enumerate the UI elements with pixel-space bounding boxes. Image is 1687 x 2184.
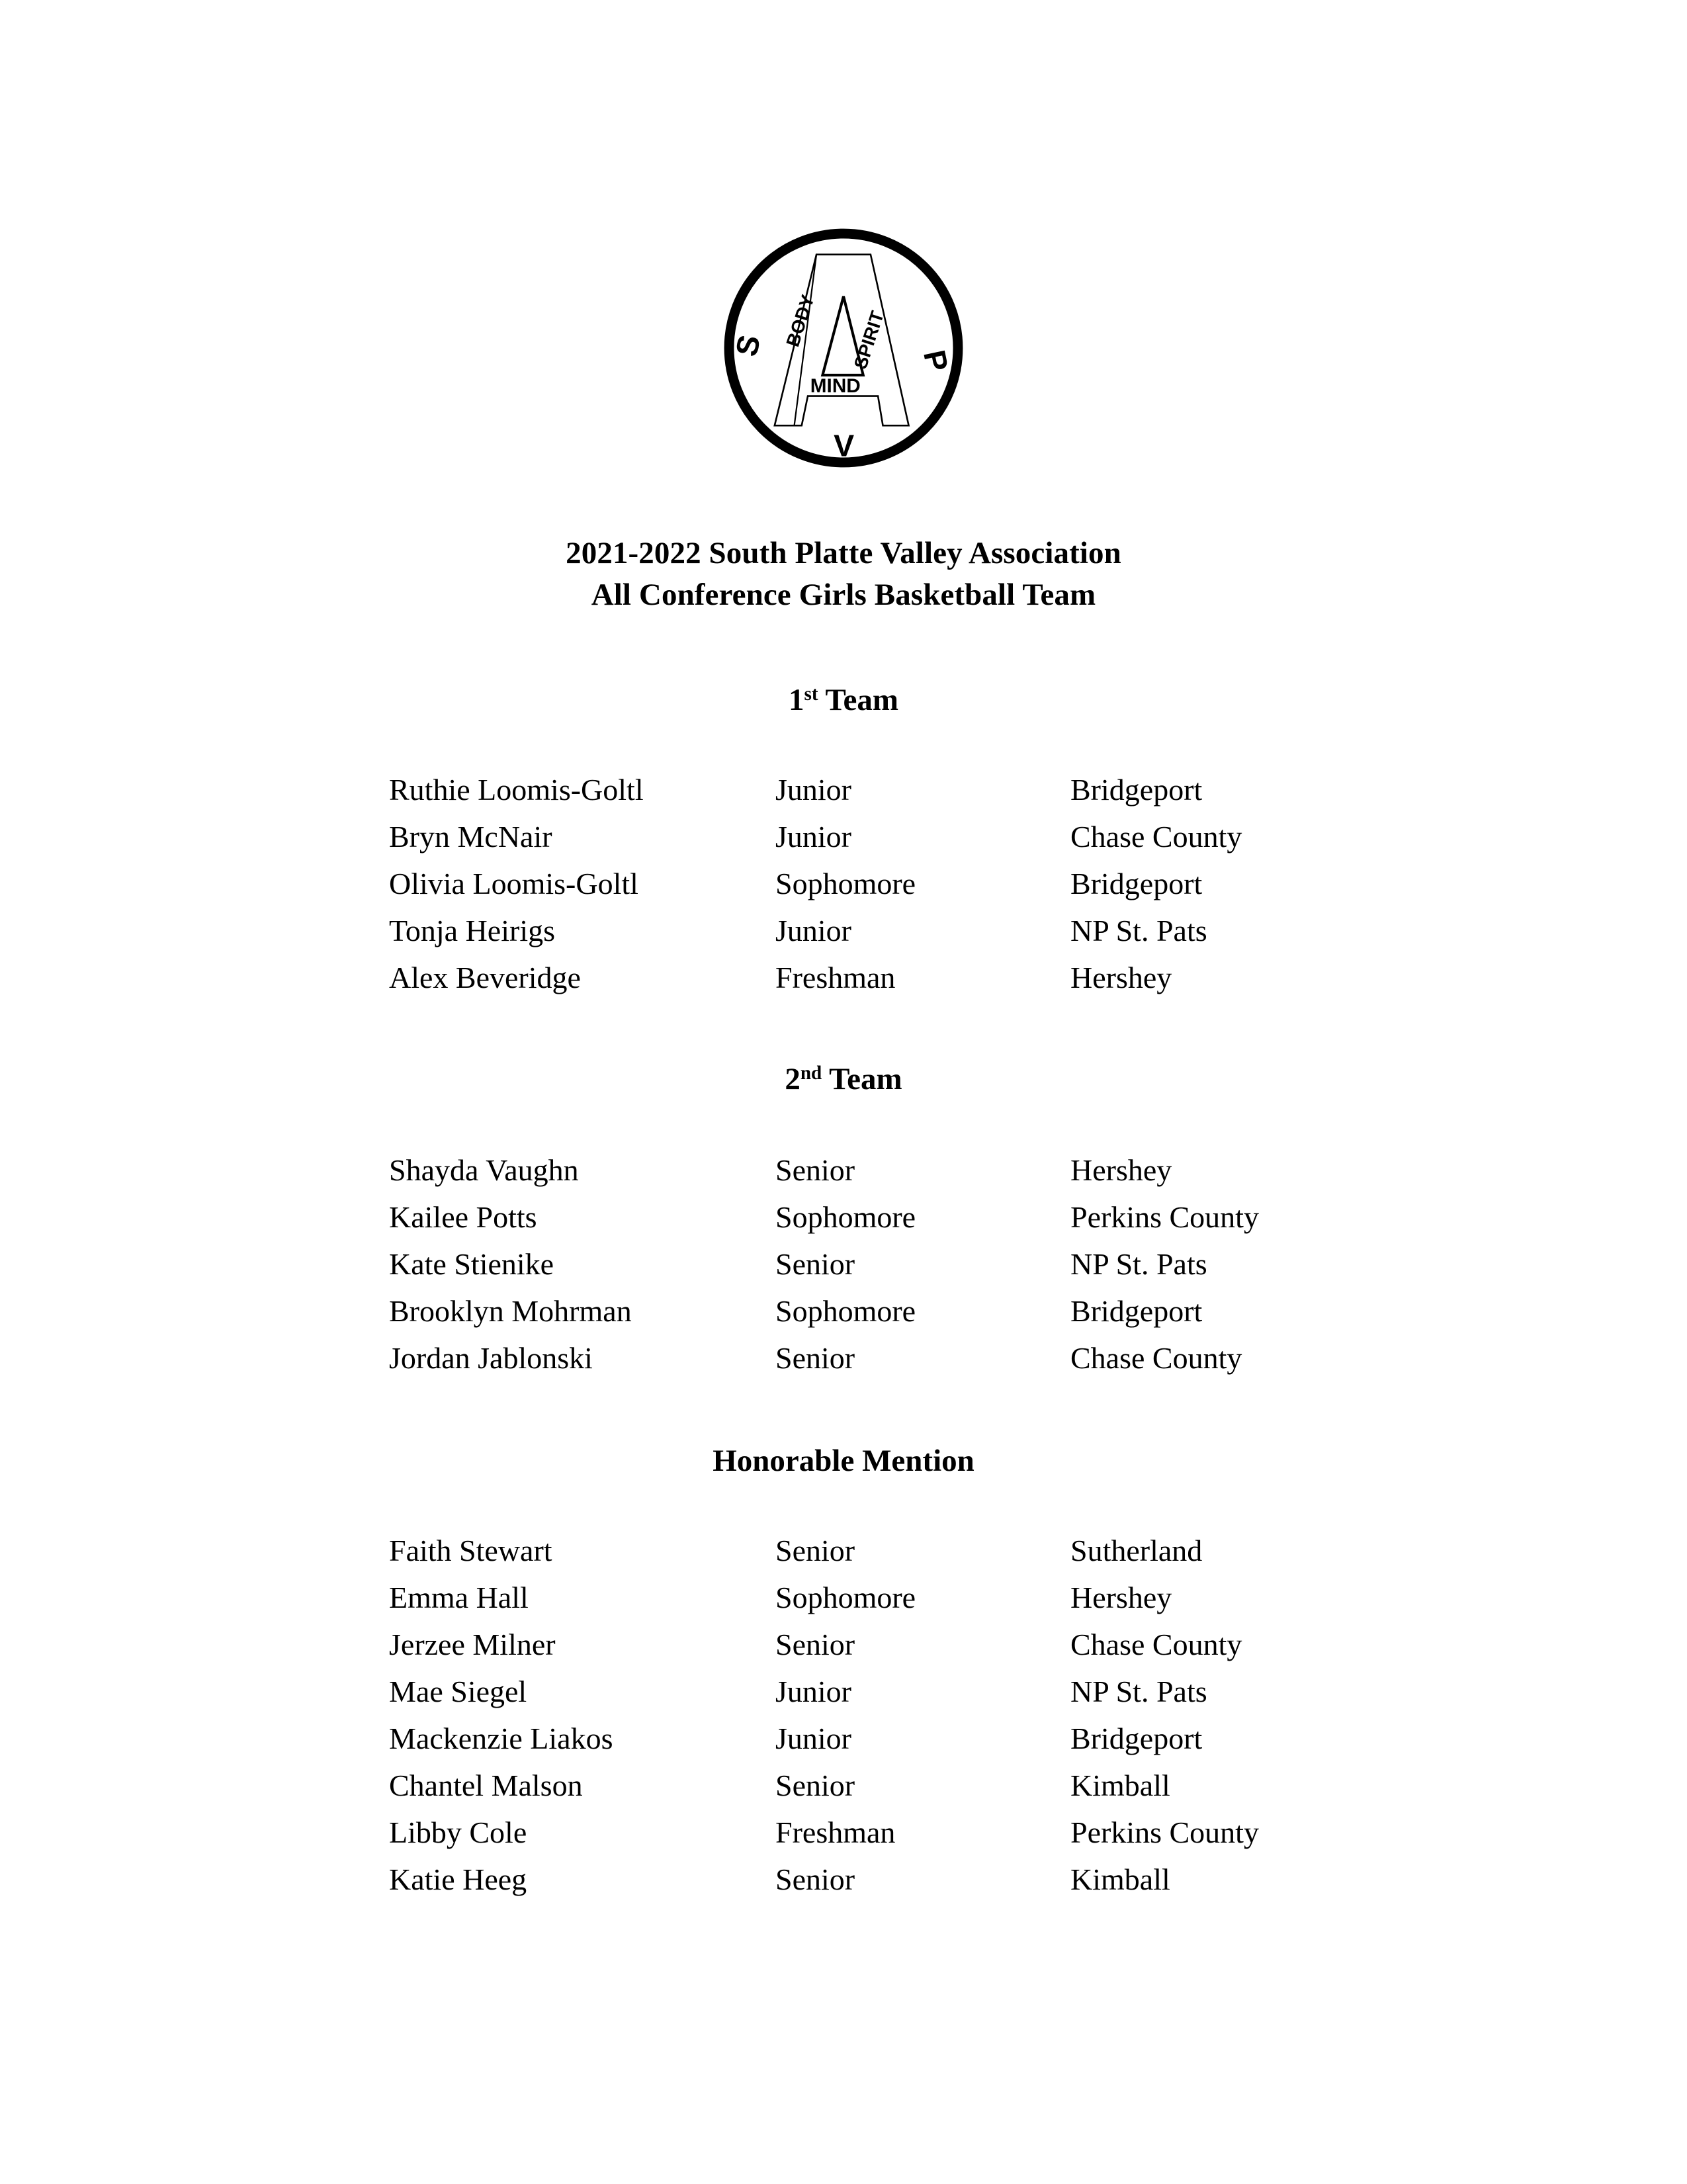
- player-class: Senior: [775, 1769, 855, 1802]
- svg-text:P: P: [917, 347, 955, 374]
- heading-number: 1: [789, 683, 804, 717]
- section-heading-second-team: [0, 1064, 1687, 1095]
- player-class: Junior: [775, 1722, 851, 1755]
- roster-row: [0, 1809, 1687, 1856]
- svg-text:S: S: [728, 331, 767, 359]
- player-name: Libby Cole: [389, 1815, 527, 1849]
- player-school: Bridgeport: [1070, 867, 1203, 900]
- page-title: [0, 533, 1687, 615]
- player-class: Senior: [775, 1153, 855, 1187]
- player-school: Chase County: [1070, 1628, 1242, 1661]
- player-name: Ruthie Loomis-Goltl: [389, 773, 644, 807]
- heading-suffix: Team: [822, 1062, 902, 1096]
- title-line-1: 2021-2022 South Platte Valley Association: [566, 536, 1121, 570]
- player-name: Emma Hall: [389, 1581, 529, 1614]
- player-name: Bryn McNair: [389, 820, 552, 853]
- roster-row: [0, 1147, 1687, 1194]
- svg-text:BODY: BODY: [782, 292, 818, 349]
- player-name: Shayda Vaughn: [389, 1153, 579, 1187]
- player-school: Chase County: [1070, 820, 1242, 853]
- player-school: Bridgeport: [1070, 773, 1203, 807]
- player-name: Katie Heeg: [389, 1862, 527, 1896]
- roster-row: [0, 813, 1687, 860]
- player-name: Brooklyn Mohrman: [389, 1294, 632, 1328]
- player-name: Kate Stienike: [389, 1247, 554, 1281]
- player-school: Perkins County: [1070, 1815, 1259, 1849]
- player-class: Junior: [775, 1675, 851, 1708]
- roster-row: [0, 1574, 1687, 1621]
- roster-row: [0, 766, 1687, 813]
- roster-row: [0, 1621, 1687, 1668]
- player-school: Bridgeport: [1070, 1722, 1203, 1755]
- player-name: Jordan Jablonski: [389, 1341, 593, 1375]
- association-logo: [0, 225, 1687, 471]
- svg-text:MIND: MIND: [810, 374, 861, 397]
- player-name: Mackenzie Liakos: [389, 1722, 613, 1755]
- player-school: Sutherland: [1070, 1534, 1203, 1567]
- player-name: Alex Beveridge: [389, 961, 581, 994]
- player-class: Junior: [775, 820, 851, 853]
- player-school: Hershey: [1070, 1153, 1172, 1187]
- roster-row: [0, 954, 1687, 1001]
- player-name: Chantel Malson: [389, 1769, 583, 1802]
- player-name: Mae Siegel: [389, 1675, 527, 1708]
- player-class: Senior: [775, 1341, 855, 1375]
- player-school: Bridgeport: [1070, 1294, 1203, 1328]
- svg-text:SPIRIT: SPIRIT: [849, 308, 888, 372]
- svg-text:V: V: [834, 428, 855, 463]
- roster-row: [0, 1334, 1687, 1381]
- player-class: Sophomore: [775, 1200, 916, 1234]
- heading-ordinal: st: [804, 683, 818, 705]
- player-school: NP St. Pats: [1070, 1247, 1207, 1281]
- section-heading-first-team: [0, 685, 1687, 716]
- player-school: Hershey: [1070, 1581, 1172, 1614]
- player-class: Junior: [775, 914, 851, 947]
- roster-row: [0, 1241, 1687, 1288]
- roster-row: [0, 1856, 1687, 1903]
- section-heading-honorable-mention: [0, 1446, 1687, 1477]
- player-class: Senior: [775, 1862, 855, 1896]
- roster-first-team: [0, 766, 1687, 1001]
- roster-row: [0, 1527, 1687, 1574]
- player-name: Jerzee Milner: [389, 1628, 556, 1661]
- player-class: Sophomore: [775, 1294, 916, 1328]
- roster-row: [0, 1288, 1687, 1334]
- player-class: Junior: [775, 773, 851, 807]
- heading-suffix: Honorable Mention: [713, 1444, 974, 1478]
- title-line-2: All Conference Girls Basketball Team: [591, 577, 1096, 612]
- heading-suffix: Team: [818, 683, 898, 717]
- roster-row: [0, 860, 1687, 907]
- player-school: NP St. Pats: [1070, 914, 1207, 947]
- player-name: Faith Stewart: [389, 1534, 552, 1567]
- roster-row: [0, 1762, 1687, 1809]
- heading-number: 2: [785, 1062, 800, 1096]
- player-school: NP St. Pats: [1070, 1675, 1207, 1708]
- player-class: Freshman: [775, 961, 896, 994]
- player-class: Freshman: [775, 1815, 896, 1849]
- player-name: Tonja Heirigs: [389, 914, 556, 947]
- player-school: Perkins County: [1070, 1200, 1259, 1234]
- player-school: Hershey: [1070, 961, 1172, 994]
- roster-row: [0, 1194, 1687, 1241]
- spv-emblem-icon: [720, 225, 967, 471]
- player-class: Senior: [775, 1247, 855, 1281]
- roster-row: [0, 1668, 1687, 1715]
- player-school: Kimball: [1070, 1862, 1170, 1896]
- roster-honorable-mention: [0, 1527, 1687, 1903]
- player-school: Kimball: [1070, 1769, 1170, 1802]
- player-name: Olivia Loomis-Goltl: [389, 867, 638, 900]
- player-school: Chase County: [1070, 1341, 1242, 1375]
- player-class: Sophomore: [775, 1581, 916, 1614]
- player-class: Senior: [775, 1628, 855, 1661]
- heading-ordinal: nd: [800, 1062, 822, 1084]
- player-class: Senior: [775, 1534, 855, 1567]
- roster-second-team: [0, 1147, 1687, 1381]
- roster-row: [0, 907, 1687, 954]
- player-name: Kailee Potts: [389, 1200, 537, 1234]
- player-class: Sophomore: [775, 867, 916, 900]
- roster-row: [0, 1715, 1687, 1762]
